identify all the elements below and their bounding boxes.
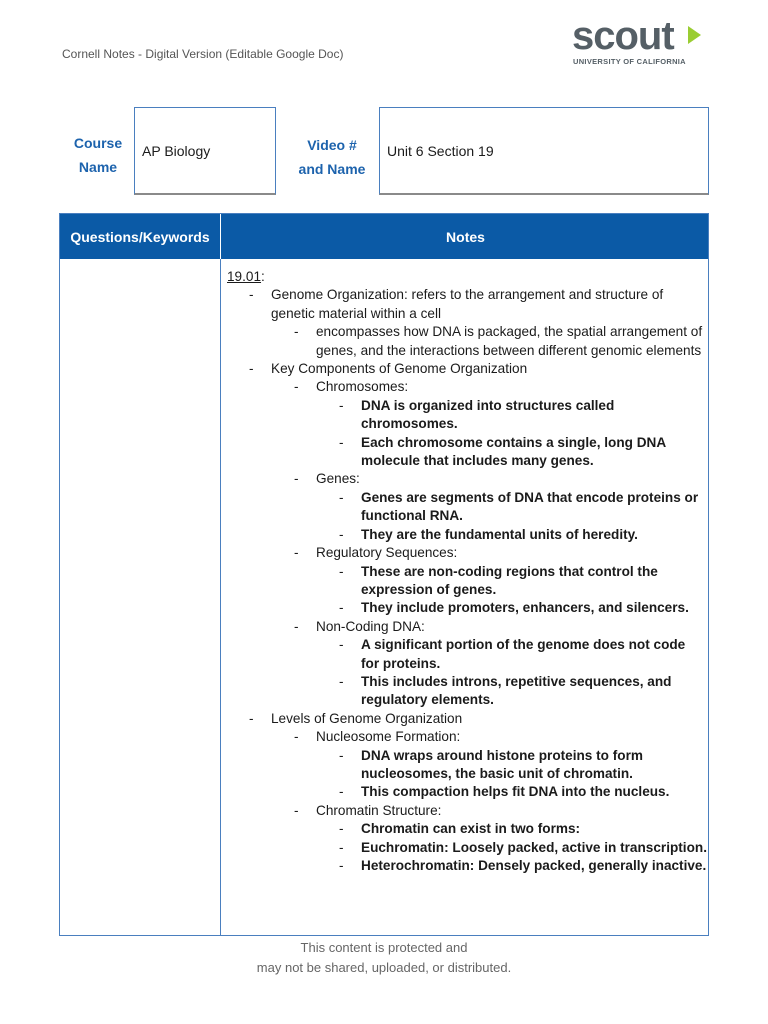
note-item (227, 470, 707, 488)
bullet-dash: - (294, 471, 299, 487)
note-item (227, 378, 707, 396)
bullet-dash: - (339, 434, 344, 450)
note-text: They are the fundamental units of heredity. (361, 526, 638, 542)
bullet-dash: - (294, 379, 299, 395)
bullet-dash: - (339, 637, 344, 653)
note-item (227, 802, 707, 820)
questions-keywords-header: Questions/Keywords (70, 228, 210, 245)
note-item (227, 544, 707, 562)
video-label-line-2: and Name (298, 161, 366, 177)
note-item (227, 286, 707, 323)
bullet-dash: - (339, 858, 344, 873)
note-text: This includes introns, repetitive sequences, and regulatory elements. (361, 673, 672, 708)
note-text: Heterochromatin: Densely packed, generally inactive. (361, 858, 707, 873)
note-text: A significant portion of the genome does not code for proteins. (361, 637, 686, 671)
note-item (227, 397, 707, 434)
play-icon (688, 26, 701, 44)
note-item (227, 489, 707, 526)
section-colon: : (261, 269, 265, 284)
notes-section-heading (227, 268, 707, 286)
bullet-dash: - (294, 545, 299, 561)
note-item (227, 820, 707, 838)
note-item (227, 526, 707, 544)
bullet-dash: - (294, 618, 299, 634)
bullet-dash: - (339, 747, 344, 763)
document-title: Cornell Notes - Digital Version (Editable Google Doc) (62, 47, 344, 61)
note-item (227, 636, 707, 673)
note-item (227, 747, 707, 784)
note-item (227, 673, 707, 710)
note-text: They include promoters, enhancers, and silencers. (361, 600, 689, 616)
note-text: Key Components of Genome Organization (271, 361, 528, 377)
note-text: Nucleosome Formation: (316, 729, 461, 745)
bullet-dash: - (339, 563, 344, 579)
course-label-line-1: Course (73, 135, 123, 151)
course-name-value: AP Biology (142, 142, 211, 159)
note-item (227, 710, 707, 728)
note-item (227, 360, 707, 378)
note-item (227, 728, 707, 746)
video-name-value: Unit 6 Section 19 (387, 142, 494, 159)
bullet-dash: - (339, 839, 344, 855)
bullet-dash: - (339, 673, 344, 689)
note-text: Regulatory Sequences: (316, 545, 458, 561)
bullet-dash: - (339, 526, 344, 542)
note-text: Chromosomes: (316, 379, 409, 395)
logo-wordmark: scout (572, 14, 674, 58)
table-header-row (60, 214, 708, 259)
bullet-dash: - (294, 802, 299, 818)
note-item (227, 783, 707, 801)
note-text: Genes: (316, 471, 360, 487)
cornell-notes-table (59, 213, 709, 936)
bullet-dash: - (339, 489, 344, 505)
protection-notice (0, 938, 768, 978)
note-text: DNA is organized into structures called chromosomes. (361, 397, 615, 432)
note-item (227, 839, 707, 857)
bullet-dash: - (249, 361, 254, 377)
note-text: DNA wraps around histone proteins to form nucleosomes, the basic unit of chromatin. (361, 747, 643, 781)
video-name-field[interactable] (379, 107, 709, 195)
note-text: Genes are segments of DNA that encode proteins or functional RNA. (361, 489, 699, 524)
note-text: Euchromatin: Loosely packed, active in transcription. (361, 839, 707, 855)
course-name-field[interactable] (134, 107, 276, 195)
note-text: Chromatin can exist in two forms: (361, 821, 581, 837)
note-text: Genome Organization: refers to the arrangement and structure of genetic material within a cell (271, 287, 664, 321)
notes-content[interactable] (227, 268, 707, 875)
note-text: Each chromosome contains a single, long DNA molecule that includes many genes. (361, 434, 666, 469)
protection-notice-line-2: may not be shared, uploaded, or distributed. (256, 960, 512, 975)
note-text: Levels of Genome Organization (271, 710, 463, 726)
column-divider (220, 259, 221, 936)
bullet-dash: - (294, 729, 299, 745)
note-text: Non-Coding DNA: (316, 618, 425, 634)
scout-logo (572, 14, 712, 68)
video-name-label (290, 133, 374, 181)
course-label-line-2: Name (78, 159, 118, 175)
bullet-dash: - (339, 821, 344, 837)
logo-subtitle: UNIVERSITY OF CALIFORNIA (573, 57, 686, 66)
bullet-dash: - (249, 287, 254, 303)
bullet-dash: - (339, 600, 344, 616)
note-text: These are non-coding regions that control the expression of genes. (361, 563, 658, 597)
bullet-dash: - (339, 397, 344, 413)
course-name-label (64, 131, 132, 179)
bullet-dash: - (339, 784, 344, 800)
note-item (227, 563, 707, 600)
note-item (227, 618, 707, 636)
note-item (227, 857, 707, 875)
notes-header: Notes (220, 214, 710, 259)
video-label-line-1: Video # (307, 137, 357, 153)
note-item (227, 434, 707, 471)
protection-notice-line-1: This content is protected and (300, 940, 468, 955)
note-text: Chromatin Structure: (316, 802, 442, 818)
section-number: 19.01 (227, 269, 262, 284)
bullet-dash: - (249, 710, 254, 726)
note-text: encompasses how DNA is packaged, the spatial arrangement of genes, and the interactions between different genomic elements (316, 324, 703, 358)
note-item (227, 323, 707, 360)
note-item (227, 599, 707, 617)
note-text: This compaction helps fit DNA into the nucleus. (361, 784, 670, 800)
bullet-dash: - (294, 324, 299, 340)
